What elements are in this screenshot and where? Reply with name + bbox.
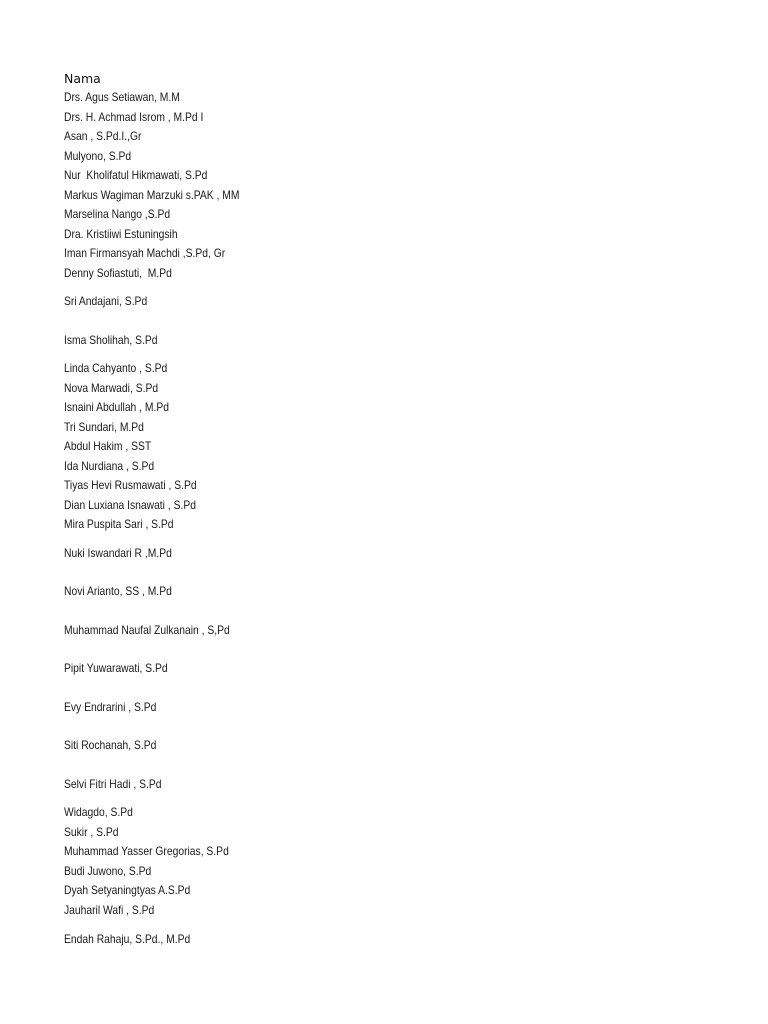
list-item: Asan , S.Pd.I.,Gr [64, 129, 142, 143]
list-item: Widagdo, S.Pd [64, 805, 133, 819]
list-item: Markus Wagiman Marzuki s.PAK , MM [64, 187, 240, 202]
list-item: Nuki Iswandari R ,M.Pd [64, 545, 172, 560]
list-item: Marselina Nango ,S.Pd [64, 207, 171, 221]
column-header: Nama [64, 71, 101, 86]
list-item: Nova Marwadi, S.Pd [64, 380, 159, 395]
list-item: Dyah Setyaningtyas A.S.Pd [64, 883, 191, 897]
list-item: Dian Luxiana Isnawati , S.Pd [64, 497, 196, 512]
list-item: Isnaini Abdullah , M.Pd [64, 400, 169, 414]
name-list-sheet [64, 70, 704, 946]
name-list [64, 88, 704, 946]
list-item: Pipit Yuwarawati, S.Pd [64, 661, 168, 675]
list-item: Muhammad Yasser Gregorias, S.Pd [64, 844, 229, 858]
list-item: Ida Nurdiana , S.Pd [64, 458, 155, 473]
list-item: Budi Juwono, S.Pd [64, 863, 152, 878]
list-item: Denny Sofiastuti, M.Pd [64, 265, 172, 280]
list-item: Sri Andajani, S.Pd [64, 294, 148, 308]
list-item: Drs. H. Achmad Isrom , M.Pd I [64, 109, 204, 124]
list-item: Endah Rahaju, S.Pd., M.Pd [64, 932, 191, 946]
list-item: Tri Sundari, M.Pd [64, 419, 144, 434]
list-item: Dra. Kristiiwi Estuningsih [64, 226, 178, 241]
list-item: Linda Cahyanto , S.Pd [64, 361, 168, 375]
list-item: Drs. Agus Setiawan, M.M [64, 90, 180, 104]
list-item: Selvi Fitri Hadi , S.Pd [64, 776, 162, 791]
list-item: Muhammad Naufal Zulkanain , S,Pd [64, 622, 230, 637]
list-item: Evy Endrarini , S.Pd [64, 699, 157, 714]
list-item: Mira Puspita Sari , S.Pd [64, 517, 174, 531]
list-item: Jauharil Wafi , S.Pd [64, 902, 155, 917]
list-item: Isma Sholihah, S.Pd [64, 332, 158, 347]
list-item: Iman Firmansyah Machdi ,S.Pd, Gr [64, 246, 226, 260]
list-item: Nur Kholifatul Hikmawati, S.Pd [64, 168, 208, 182]
list-item: Novi Arianto, SS , M.Pd [64, 584, 172, 598]
list-item: Sukir , S.Pd [64, 824, 119, 839]
list-item: Siti Rochanah, S.Pd [64, 738, 157, 752]
list-item: Mulyono, S.Pd [64, 148, 132, 163]
list-item: Abdul Hakim , SST [64, 439, 152, 453]
list-item: Tiyas Hevi Rusmawati , S.Pd [64, 478, 197, 492]
